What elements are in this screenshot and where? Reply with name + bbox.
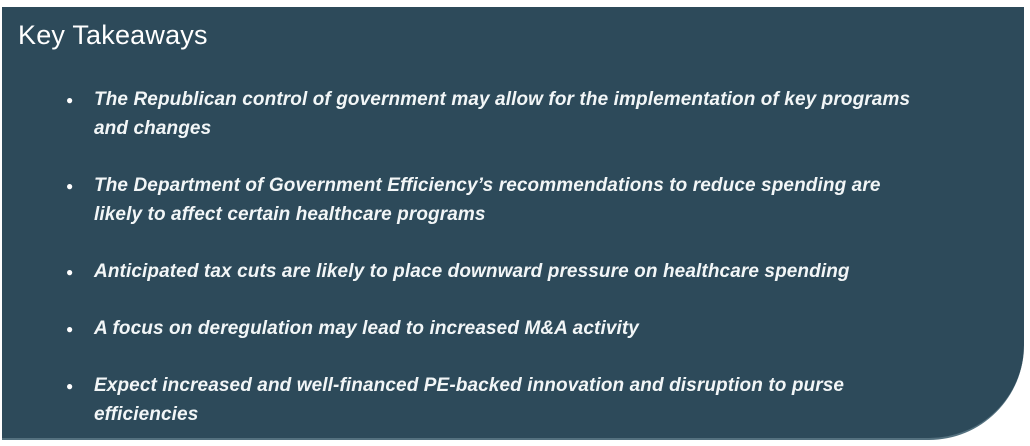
bullet-item-5: ● Expect increased and well-financed PE-backed innovation and disruption to purse efficiencies	[66, 371, 932, 429]
bullet-item-4: ● A focus on deregulation may lead to increased M&A activity	[66, 314, 932, 343]
bullet-item-3: ● Anticipated tax cuts are likely to place downward pressure on healthcare spending	[66, 257, 932, 286]
takeaways-bullet-list	[2, 85, 1024, 429]
bullet-item-1: ● The Republican control of government may allow for the implementation of key programs and changes	[66, 85, 932, 143]
card-title: Key Takeaways	[18, 20, 208, 50]
bullet-item-2: ● The Department of Government Efficiency’s recommendations to reduce spending are likely to affect certain healthcare programs	[66, 171, 932, 229]
key-takeaways-card	[2, 7, 1024, 440]
